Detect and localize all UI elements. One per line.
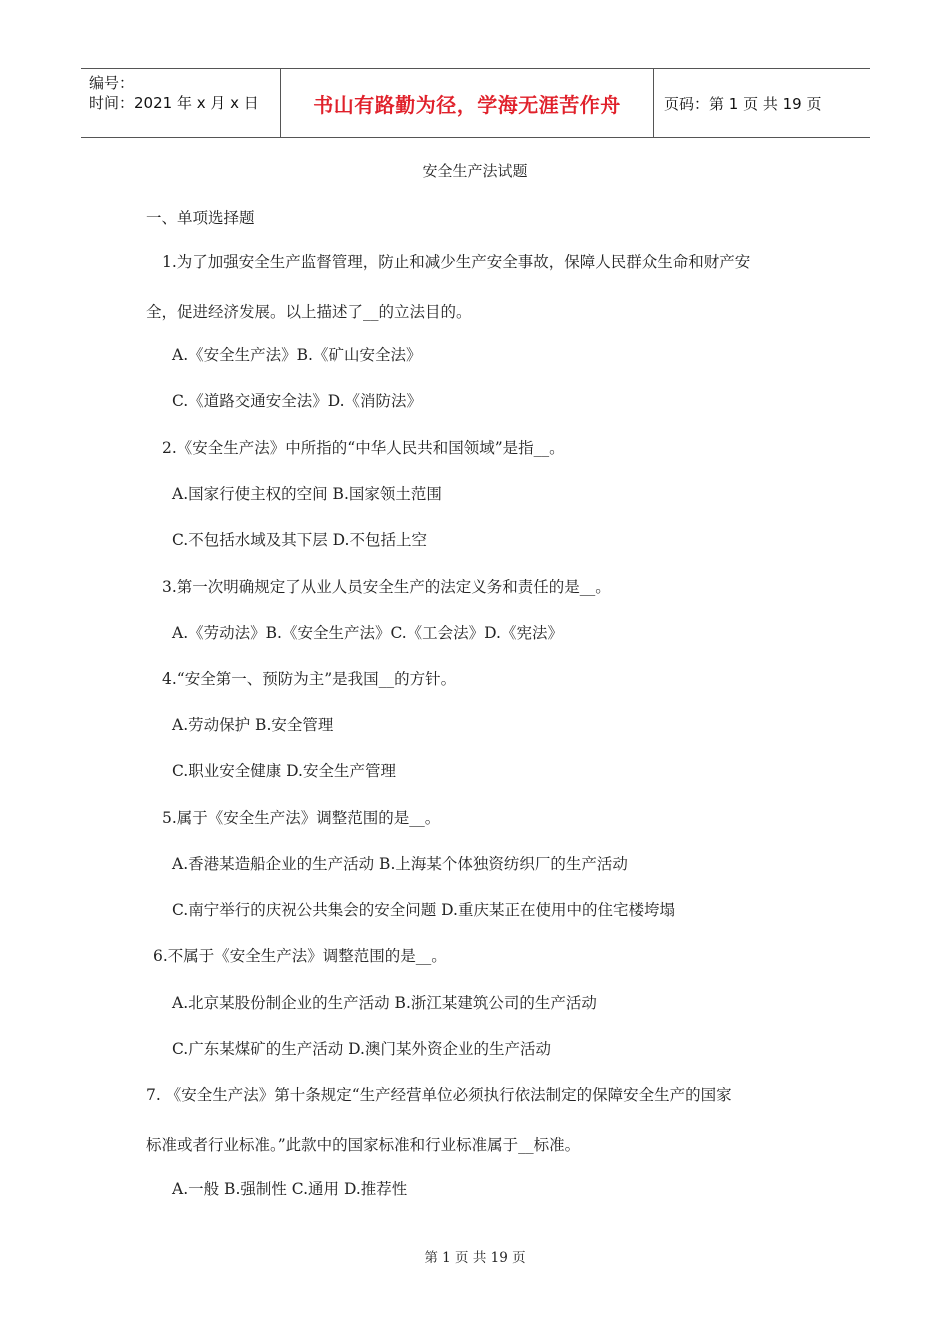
- header-meta-cell: [81, 69, 281, 137]
- option-line: A.国家行使主权的空间 B.国家领土范围: [172, 485, 442, 503]
- question-line: 标准或者行业标准。”此款中的国家标准和行业标准属于__标准。: [146, 1136, 581, 1154]
- option-line: A.劳动保护 B.安全管理: [172, 716, 334, 734]
- motto-text: 书山有路勤为径，学海无涯苦作舟: [313, 92, 621, 117]
- option-line: A.一般 B.强制性 C.通用 D.推荐性: [172, 1180, 408, 1198]
- option-line: A.北京某股份制企业的生产活动 B.浙江某建筑公司的生产活动: [172, 994, 597, 1012]
- question-line: 4.“安全第一、预防为主”是我国__的方针。: [162, 670, 457, 688]
- page-info: 页码：第 1 页 共 19 页: [664, 94, 822, 113]
- section-heading: 一、单项选择题: [146, 209, 255, 227]
- question-line: 全，促进经济发展。以上描述了__的立法目的。: [146, 303, 472, 321]
- option-line: C.广东某煤矿的生产活动 D.澳门某外资企业的生产活动: [172, 1040, 551, 1058]
- document-date: 时间：2021 年 x 月 x 日: [89, 94, 259, 112]
- document-title: 安全生产法试题: [422, 162, 528, 180]
- question-line: 7. 《安全生产法》第十条规定“生产经营单位必须执行依法制定的保障安全生产的国家: [146, 1086, 732, 1104]
- option-line: C.不包括水域及其下层 D.不包括上空: [172, 531, 427, 549]
- question-line: 3.第一次明确规定了从业人员安全生产的法定义务和责任的是__。: [162, 578, 611, 596]
- document-number-label: 编号：: [89, 74, 135, 92]
- option-line: A.《劳动法》B.《安全生产法》C.《工会法》D.《宪法》: [172, 624, 563, 642]
- option-line: C.南宁举行的庆祝公共集会的安全问题 D.重庆某正在使用中的住宅楼垮塌: [172, 901, 675, 919]
- question-line: 5.属于《安全生产法》调整范围的是__。: [162, 809, 441, 827]
- header-motto-cell: [281, 69, 654, 137]
- question-line: 6.不属于《安全生产法》调整范围的是__。: [153, 947, 447, 965]
- option-line: C.职业安全健康 D.安全生产管理: [172, 762, 396, 780]
- option-line: A.香港某造船企业的生产活动 B.上海某个体独资纺织厂的生产活动: [172, 855, 628, 873]
- header-table: [81, 68, 870, 138]
- question-line: 1.为了加强安全生产监督管理，防止和减少生产安全事故，保障人民群众生命和财产安: [162, 253, 751, 271]
- page-footer: 第 1 页 共 19 页: [424, 1250, 526, 1266]
- option-line: C.《道路交通安全法》D.《消防法》: [172, 392, 423, 410]
- question-line: 2.《安全生产法》中所指的“中华人民共和国领域”是指__。: [162, 439, 565, 457]
- header-page-cell: [654, 69, 870, 137]
- option-line: A.《安全生产法》B.《矿山安全法》: [172, 346, 422, 364]
